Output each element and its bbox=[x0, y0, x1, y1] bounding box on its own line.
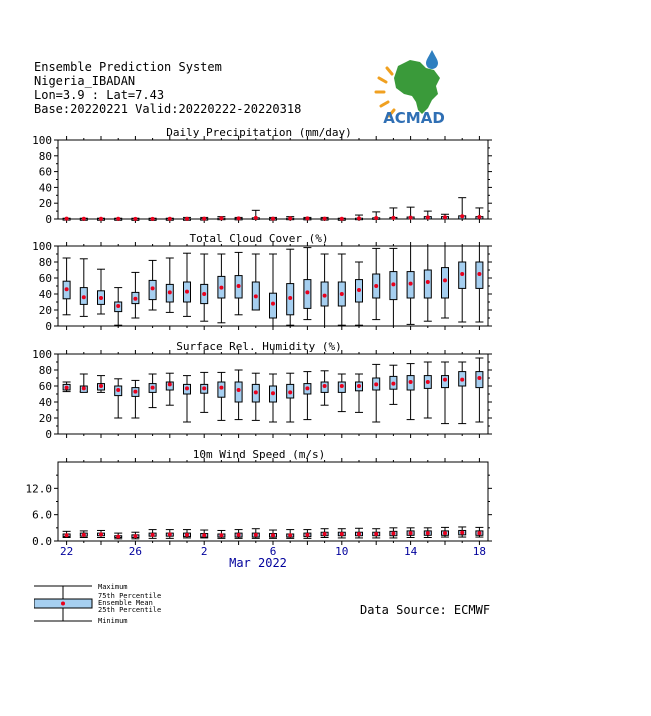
mean-dot bbox=[460, 531, 464, 535]
x-tick-label: 2 bbox=[200, 545, 208, 558]
mean-dot bbox=[116, 304, 120, 308]
mean-dot bbox=[477, 376, 481, 380]
mean-dot bbox=[443, 531, 447, 535]
x-tick-label: 6 bbox=[269, 545, 277, 558]
mean-dot bbox=[409, 216, 413, 220]
y-tick-label: 0.0 bbox=[32, 535, 52, 548]
mean-dot bbox=[151, 286, 155, 290]
data-source: Data Source: ECMWF bbox=[360, 603, 491, 617]
mean-dot bbox=[133, 390, 137, 394]
x-tick-label: 10 bbox=[335, 545, 349, 558]
mean-dot bbox=[99, 532, 103, 536]
mean-dot bbox=[305, 290, 309, 294]
panel-title: 10m Wind Speed (m/s) bbox=[192, 448, 326, 461]
mean-dot bbox=[219, 533, 223, 537]
mean-dot bbox=[288, 216, 292, 220]
mean-dot bbox=[65, 287, 69, 291]
mean-dot bbox=[340, 384, 344, 388]
mean-dot bbox=[288, 390, 292, 394]
mean-dot bbox=[460, 272, 464, 276]
mean-dot bbox=[168, 217, 172, 221]
logo-text: ACMAD bbox=[383, 109, 445, 126]
legend bbox=[34, 582, 194, 626]
y-tick-label: 80 bbox=[38, 364, 52, 377]
mean-dot bbox=[340, 532, 344, 536]
mean-dot bbox=[116, 535, 120, 539]
y-tick-label: 20 bbox=[38, 304, 52, 317]
mean-dot bbox=[99, 384, 103, 388]
mean-dot bbox=[288, 533, 292, 537]
mean-dot bbox=[133, 534, 137, 538]
x-month-label: Mar 2022 bbox=[229, 556, 287, 570]
mean-dot bbox=[477, 272, 481, 276]
mean-dot bbox=[305, 533, 309, 537]
panel-frame bbox=[58, 462, 488, 541]
y-tick-label: 80 bbox=[38, 256, 52, 269]
y-tick-label: 40 bbox=[38, 181, 52, 195]
mean-dot bbox=[477, 215, 481, 219]
mean-dot bbox=[409, 531, 413, 535]
mean-dot bbox=[202, 292, 206, 296]
panel-frame bbox=[58, 140, 488, 219]
mean-dot bbox=[254, 216, 258, 220]
y-tick-label: 40 bbox=[38, 396, 52, 409]
y-tick-label: 100 bbox=[32, 240, 52, 253]
mean-dot bbox=[202, 533, 206, 537]
panel-title: Surface Rel. Humidity (%) bbox=[176, 340, 342, 353]
mean-dot bbox=[271, 302, 275, 306]
mean-dot bbox=[82, 217, 86, 221]
mean-dot bbox=[254, 533, 258, 537]
mean-dot bbox=[357, 384, 361, 388]
mean-dot bbox=[168, 382, 172, 386]
legend-mean: Ensemble Mean bbox=[98, 599, 153, 607]
panel-title: Daily Precipitation (mm/day) bbox=[166, 126, 352, 139]
mean-dot bbox=[460, 378, 464, 382]
mean-dot bbox=[65, 386, 69, 390]
x-tick-label: 26 bbox=[128, 545, 143, 558]
mean-dot bbox=[133, 297, 137, 301]
mean-dot bbox=[65, 217, 69, 221]
mean-dot bbox=[168, 290, 172, 294]
mean-dot bbox=[116, 388, 120, 392]
mean-dot bbox=[357, 216, 361, 220]
y-tick-label: 0 bbox=[45, 213, 52, 226]
mean-dot bbox=[151, 386, 155, 390]
mean-dot bbox=[82, 386, 86, 390]
legend-p75: 75th Percentile bbox=[98, 592, 162, 600]
mean-dot bbox=[116, 217, 120, 221]
y-tick-label: 60 bbox=[38, 165, 52, 179]
mean-dot bbox=[202, 217, 206, 221]
mean-dot bbox=[99, 296, 103, 300]
mean-dot bbox=[391, 216, 395, 220]
mean-dot bbox=[151, 533, 155, 537]
mean-dot bbox=[202, 386, 206, 390]
mean-dot bbox=[288, 296, 292, 300]
y-tick-label: 6.0 bbox=[32, 508, 52, 522]
mean-dot bbox=[391, 282, 395, 286]
mean-dot bbox=[443, 215, 447, 219]
mean-dot bbox=[323, 294, 327, 298]
mean-dot bbox=[409, 282, 413, 286]
mean-dot bbox=[426, 380, 430, 384]
mean-dot bbox=[443, 378, 447, 382]
mean-dot bbox=[340, 217, 344, 221]
y-tick-label: 0 bbox=[45, 320, 52, 333]
mean-dot bbox=[374, 532, 378, 536]
mean-dot bbox=[305, 216, 309, 220]
legend-minimum: Minimum bbox=[98, 617, 128, 625]
mean-dot bbox=[409, 380, 413, 384]
mean-dot bbox=[99, 217, 103, 221]
mean-dot bbox=[460, 214, 464, 218]
mean-dot bbox=[219, 216, 223, 220]
mean-dot bbox=[374, 216, 378, 220]
mean-dot bbox=[426, 215, 430, 219]
x-tick-label: 14 bbox=[403, 545, 418, 558]
mean-dot bbox=[82, 533, 86, 537]
y-tick-label: 0 bbox=[45, 428, 52, 441]
y-tick-label: 12.0 bbox=[25, 482, 52, 496]
mean-dot bbox=[340, 292, 344, 296]
mean-dot bbox=[391, 532, 395, 536]
mean-dot bbox=[271, 391, 275, 395]
y-tick-label: 20 bbox=[38, 197, 52, 211]
mean-dot bbox=[65, 533, 69, 537]
header-coordinates: Lon=3.9 : Lat=7.43 bbox=[34, 88, 165, 102]
y-tick-label: 40 bbox=[38, 288, 52, 301]
mean-dot bbox=[374, 284, 378, 288]
y-tick-label: 20 bbox=[38, 412, 52, 425]
mean-dot bbox=[443, 278, 447, 282]
mean-dot bbox=[237, 533, 241, 537]
mean-dot bbox=[323, 532, 327, 536]
y-tick-label: 100 bbox=[32, 348, 52, 361]
x-tick-label: 18 bbox=[472, 545, 487, 558]
mean-dot bbox=[271, 217, 275, 221]
legend-maximum: Maximum bbox=[98, 583, 128, 591]
mean-dot bbox=[477, 531, 481, 535]
mean-dot bbox=[323, 384, 327, 388]
mean-dot bbox=[133, 217, 137, 221]
mean-dot bbox=[305, 386, 309, 390]
header-base-valid: Base:20220221 Valid:20220222-20220318 bbox=[34, 102, 302, 116]
mean-dot bbox=[237, 284, 241, 288]
mean-dot bbox=[254, 390, 258, 394]
legend-mean-dot bbox=[61, 602, 65, 606]
mean-dot bbox=[185, 533, 189, 537]
mean-dot bbox=[168, 532, 172, 536]
mean-dot bbox=[185, 386, 189, 390]
mean-dot bbox=[82, 295, 86, 299]
y-tick-label: 80 bbox=[38, 149, 52, 163]
iqr-box bbox=[442, 268, 449, 298]
panel-title: Total Cloud Cover (%) bbox=[189, 232, 329, 245]
header-location: Nigeria_IBADAN bbox=[34, 74, 136, 88]
y-tick-label: 60 bbox=[38, 272, 52, 285]
header-system: Ensemble Prediction System bbox=[34, 60, 222, 74]
mean-dot bbox=[391, 382, 395, 386]
y-tick-label: 60 bbox=[38, 380, 52, 393]
mean-dot bbox=[323, 217, 327, 221]
x-tick-label: 22 bbox=[59, 545, 74, 558]
mean-dot bbox=[237, 216, 241, 220]
mean-dot bbox=[254, 294, 258, 298]
mean-dot bbox=[374, 382, 378, 386]
y-tick-label: 100 bbox=[32, 134, 52, 147]
mean-dot bbox=[426, 280, 430, 284]
mean-dot bbox=[219, 286, 223, 290]
mean-dot bbox=[271, 533, 275, 537]
mean-dot bbox=[237, 388, 241, 392]
mean-dot bbox=[219, 386, 223, 390]
mean-dot bbox=[151, 217, 155, 221]
mean-dot bbox=[185, 217, 189, 221]
legend-p25: 25th Percentile bbox=[98, 606, 162, 614]
mean-dot bbox=[357, 288, 361, 292]
mean-dot bbox=[357, 532, 361, 536]
mean-dot bbox=[185, 290, 189, 294]
mean-dot bbox=[426, 531, 430, 535]
